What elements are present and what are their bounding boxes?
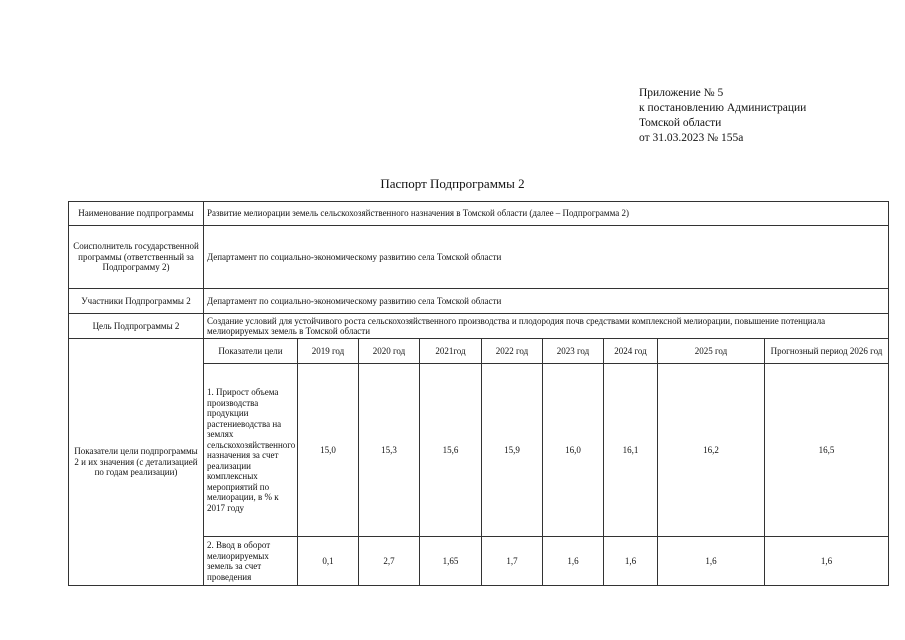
appendix-line: от 31.03.2023 № 155а (639, 132, 744, 144)
indicator-value: 15,6 (420, 364, 482, 537)
column-header: Прогнозный период 2026 год (765, 339, 889, 364)
indicator-value: 16,5 (765, 364, 889, 537)
column-header: 2025 год (658, 339, 765, 364)
appendix-line: Томской области (639, 117, 722, 129)
column-header: 2020 год (359, 339, 420, 364)
column-header: 2024 год (604, 339, 658, 364)
indicator-value: 1,6 (765, 537, 889, 586)
indicator-value: 1,6 (543, 537, 604, 586)
indicator-value: 1,7 (482, 537, 543, 586)
table-row (69, 202, 889, 226)
indicator-value: 16,2 (658, 364, 765, 537)
indicator-value: 15,3 (359, 364, 420, 537)
row-label: Цель Подпрограммы 2 (69, 314, 204, 339)
column-header: 2021год (420, 339, 482, 364)
indicator-value: 16,0 (543, 364, 604, 537)
indicator-value: 15,9 (482, 364, 543, 537)
row-value: Развитие мелиорации земель сельскохозяйственного назначения в Томской области (далее – Подпрограмма 2) (204, 202, 889, 226)
table-row (69, 289, 889, 314)
indicator-value: 0,1 (298, 537, 359, 586)
column-header: 2022 год (482, 339, 543, 364)
document-title: Паспорт Подпрограммы 2 (380, 176, 525, 191)
indicator-value: 1,6 (658, 537, 765, 586)
row-label: Участники Подпрограммы 2 (69, 289, 204, 314)
indicator-value: 1,6 (604, 537, 658, 586)
indicator-value: 2,7 (359, 537, 420, 586)
column-header: 2023 год (543, 339, 604, 364)
table-row (69, 314, 889, 339)
indicator-name: 2. Ввод в оборот мелиорируемых земель за счет проведения (204, 537, 298, 586)
indicator-value: 16,1 (604, 364, 658, 537)
row-label: Соисполнитель государственной программы (ответственный за Подпрограмму 2) (69, 226, 204, 289)
indicator-value: 15,0 (298, 364, 359, 537)
indicator-name: 1. Прирост объема производства продукции растениеводства на землях сельскохозяйственного назначения за счет реализации комплексных мероприятий по мелиорации, в % к 2017 году (204, 364, 298, 537)
column-header: 2019 год (298, 339, 359, 364)
row-value: Департамент по социально-экономическому развитию села Томской области (204, 289, 889, 314)
appendix-line: Приложение № 5 (639, 87, 724, 99)
appendix-block (639, 86, 806, 146)
passport-table (68, 201, 889, 586)
row-value: Департамент по социально-экономическому развитию села Томской области (204, 226, 889, 289)
table-row (69, 226, 889, 289)
row-value: Создание условий для устойчивого роста сельскохозяйственного производства и плодородия почв средствами комплексной мелиорации, повышение потенциала мелиорируемых земель в Томской области (204, 314, 889, 339)
indicator-value: 1,65 (420, 537, 482, 586)
table-header-row (69, 339, 889, 364)
row-label: Наименование подпрограммы (69, 202, 204, 226)
row-label: Показатели цели подпрограммы 2 и их значения (с детализацией по годам реализации) (69, 339, 204, 586)
column-header: Показатели цели (204, 339, 298, 364)
appendix-line: к постановлению Администрации (639, 102, 807, 114)
